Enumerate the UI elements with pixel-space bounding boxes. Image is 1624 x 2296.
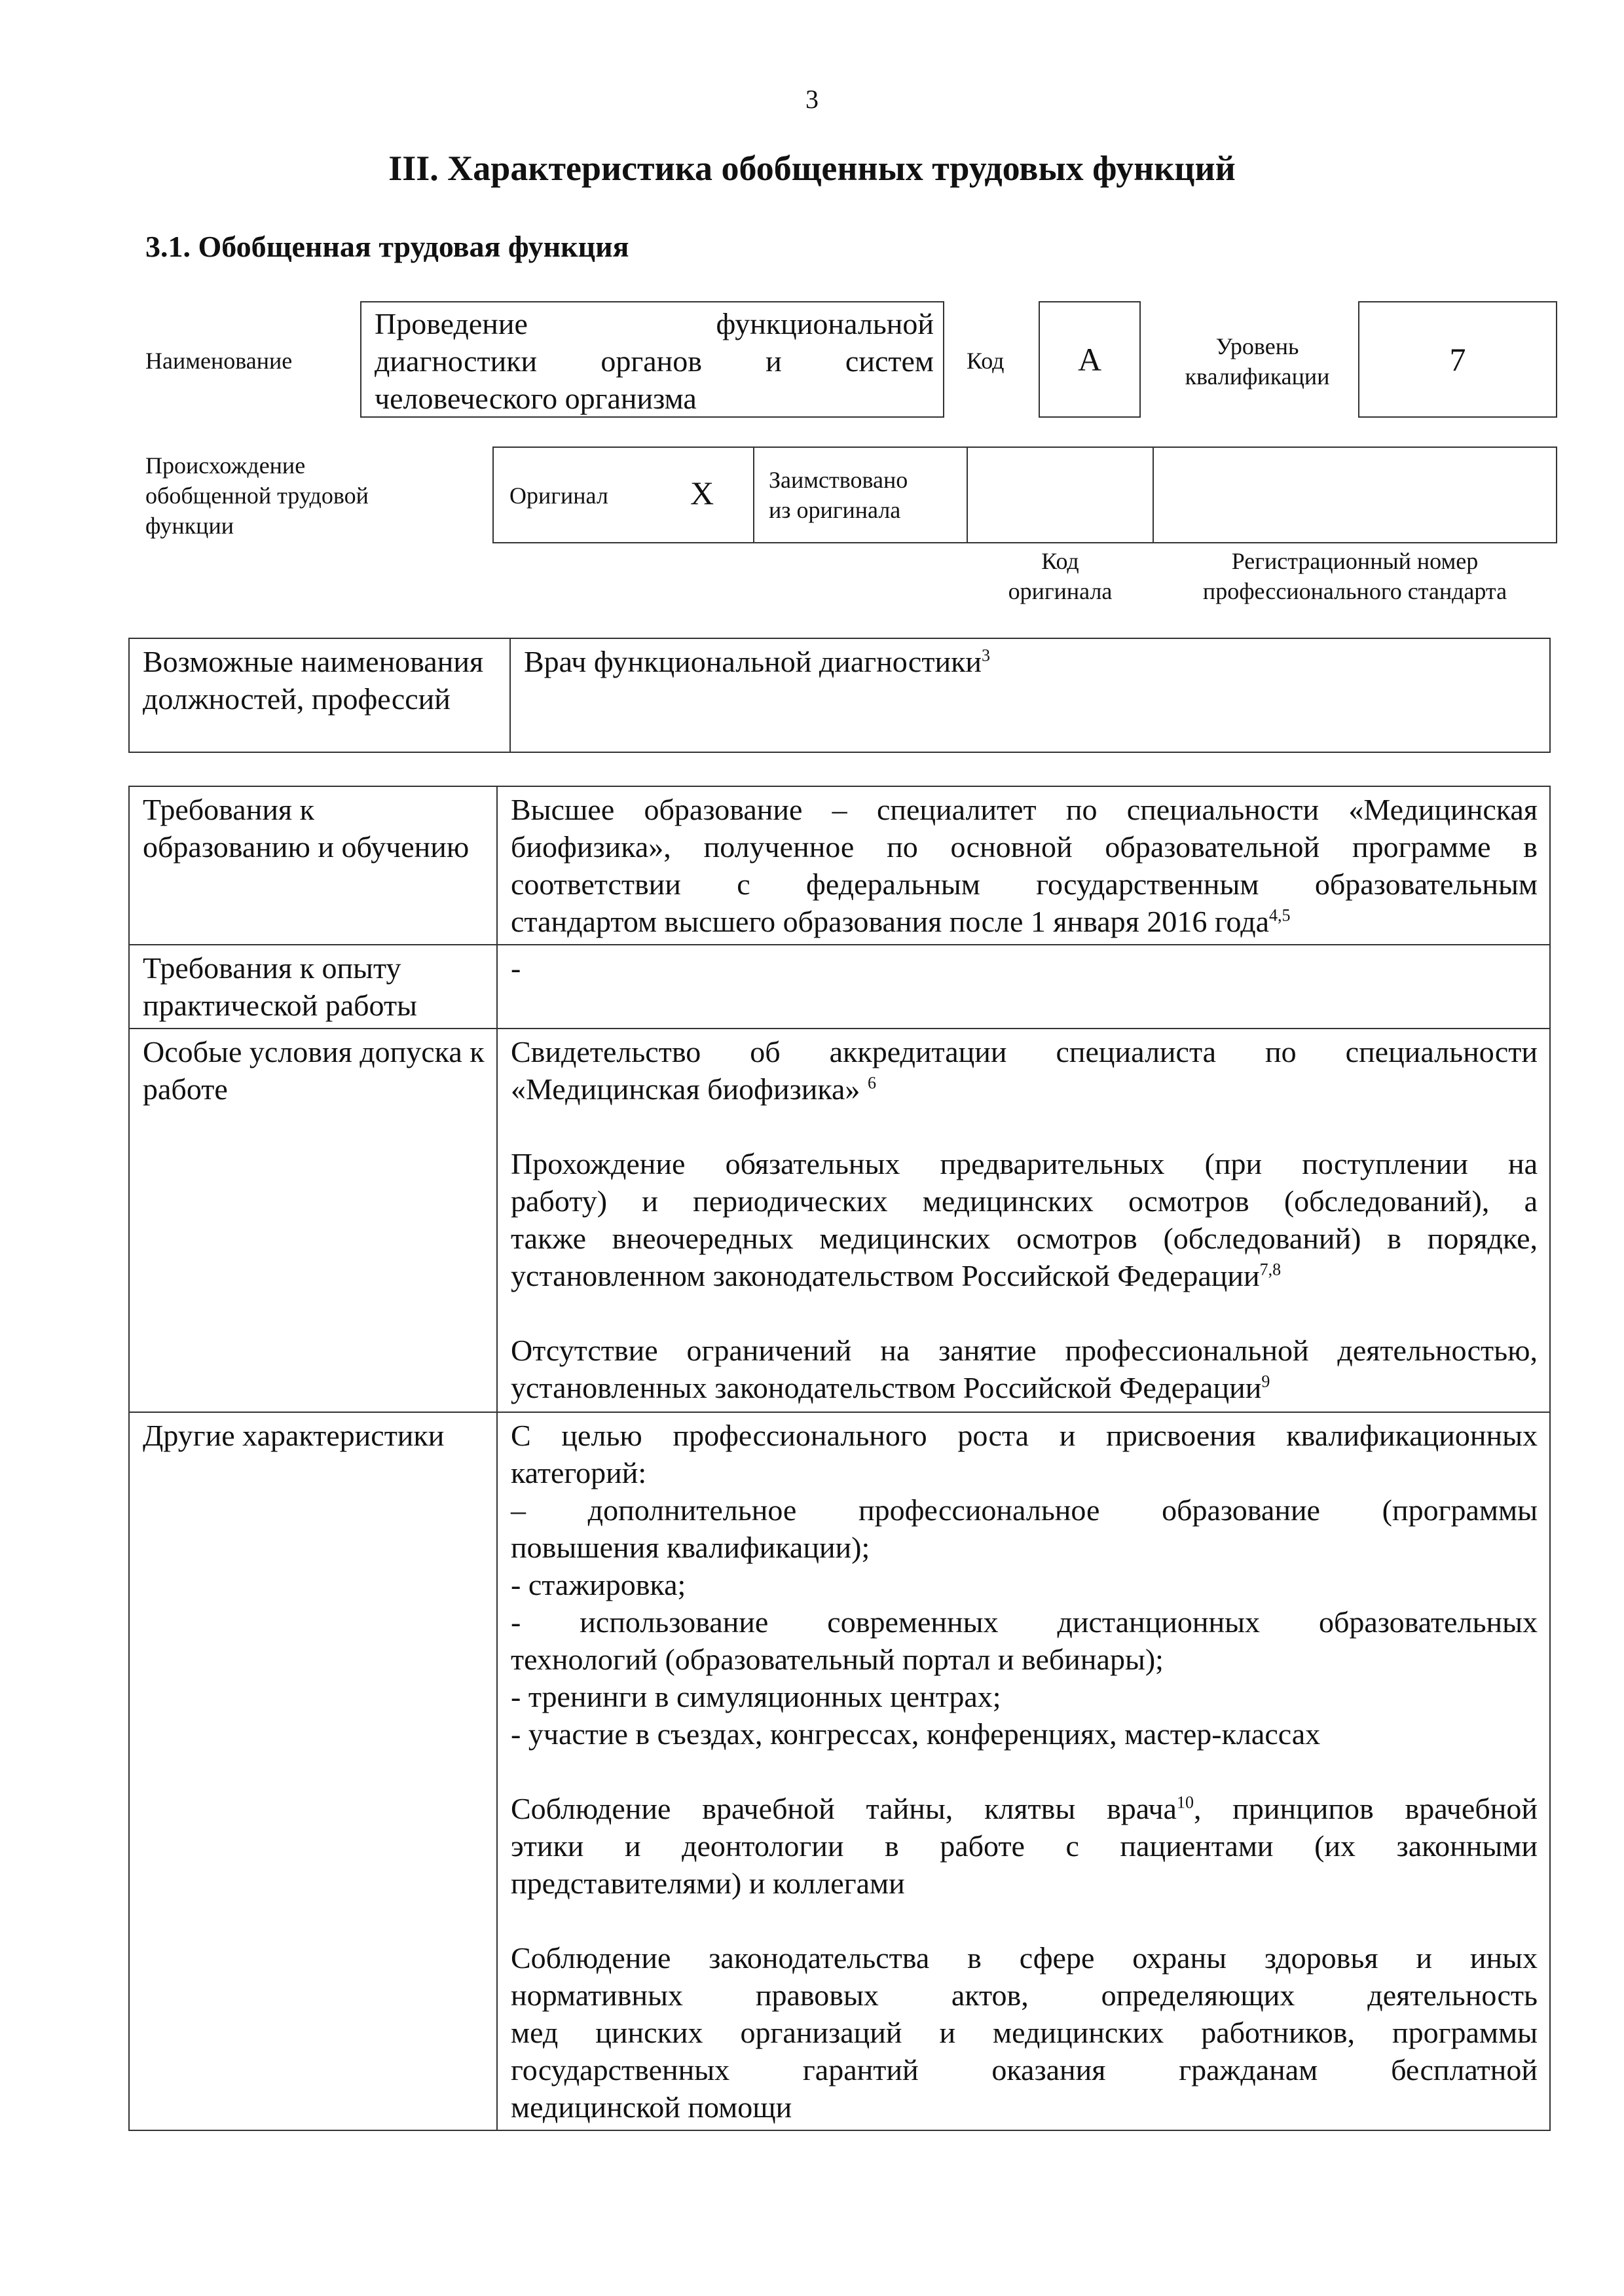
- admission-row: [129, 1029, 1550, 1412]
- name-line-1: Проведение функциональной: [375, 307, 934, 340]
- other-p1-line-6: - использование современных дистанционных образовательных: [511, 1605, 1538, 1639]
- other-p2-line-2: этики и деонтологии в работе с пациентами (их законными: [511, 1829, 1538, 1863]
- code-caption-line-2: оригинала: [1008, 578, 1113, 604]
- origin-label-line-1: Происхождение: [145, 452, 306, 479]
- other-p3-line-1: Соблюдение законодательства в сфере охраны здоровья и иных: [511, 1941, 1538, 1975]
- subsection-title: 3.1. Обобщенная трудовая функция: [145, 230, 629, 263]
- original-cell: [492, 446, 754, 543]
- other-p3-line-2: нормативных правовых актов, определяющих деятельность: [511, 1978, 1538, 2012]
- name-line-3: человеческого организма: [375, 382, 697, 415]
- other-p1-line-8: - тренинги в симуляционных центрах;: [511, 1680, 1001, 1713]
- experience-row: [129, 945, 1550, 1029]
- name-label: Наименование: [145, 348, 293, 374]
- code-box: [1039, 301, 1141, 418]
- other-row: [129, 1412, 1550, 2130]
- other-p2-line-1b: , принципов врачебной: [1193, 1792, 1538, 1825]
- education-value: [497, 786, 1550, 945]
- education-line-2: биофизика», полученное по основной образовательной программе в: [511, 830, 1538, 864]
- education-line-4: стандартом высшего образования после 1 января 2016 года: [511, 905, 1270, 938]
- admission-p2-line-3: также внеочередных медицинских осмотров (обследований) в порядке,: [511, 1222, 1538, 1255]
- code-label: Код: [967, 348, 1005, 374]
- registration-caption: [1153, 546, 1557, 606]
- admission-p3-footnote: 9: [1261, 1372, 1270, 1391]
- education-line-3: соответствии с федеральным государственным образовательным: [511, 867, 1538, 901]
- origin-label-line-3: функции: [145, 513, 234, 539]
- positions-footnote: 3: [982, 646, 991, 665]
- education-label: Требования к образованию и обучению: [129, 786, 497, 945]
- section-title: III. Характеристика обобщенных трудовых функций: [388, 149, 1236, 188]
- other-p2-footnote: 10: [1176, 1793, 1194, 1812]
- code-value: А: [1077, 341, 1102, 378]
- education-footnote: 4,5: [1269, 905, 1291, 925]
- admission-p1-line-2: «Медицинская биофизика»: [511, 1072, 860, 1106]
- other-p2-line-1: [511, 1790, 1538, 1827]
- admission-p2-line-4: установленном законодательством Российской Федерации: [511, 1259, 1260, 1292]
- other-value: [497, 1412, 1550, 2130]
- other-label: Другие характеристики: [129, 1412, 497, 2130]
- experience-value: -: [497, 945, 1550, 1029]
- other-p3-line-5: медицинской помощи: [511, 2090, 792, 2124]
- code-caption-line-1: Код: [1041, 548, 1079, 574]
- registration-caption-line-2: профессионального стандарта: [1202, 578, 1507, 604]
- education-row: [129, 786, 1550, 945]
- original-label: Оригинал: [509, 483, 608, 509]
- borrowed-cell: [753, 446, 968, 543]
- other-p2-line-1a: Соблюдение врачебной тайны, клятвы врача: [511, 1792, 1177, 1825]
- positions-value: [510, 638, 1550, 752]
- origin-label: [145, 450, 369, 541]
- name-line-2: диагностики органов и систем: [375, 344, 934, 378]
- other-p1-line-3: – дополнительное профессиональное образование (программы: [511, 1493, 1538, 1527]
- experience-label: Требования к опыту практической работы: [129, 945, 497, 1029]
- other-p1-line-9: - участие в съездах, конгрессах, конференциях, мастер-классах: [511, 1717, 1321, 1751]
- requirements-table: [128, 786, 1551, 2131]
- other-p1-line-2: категорий:: [511, 1456, 647, 1489]
- origin-label-line-2: обобщенной трудовой: [145, 483, 369, 509]
- name-box: [360, 301, 944, 418]
- registration-number-cell: [1153, 446, 1557, 543]
- borrowed-line-2: из оригинала: [769, 497, 901, 523]
- other-p3-line-3: мед цинских организаций и медицинских работников, программы: [511, 2016, 1538, 2049]
- other-p3-line-4: государственных гарантий оказания гражданам бесплатной: [511, 2053, 1538, 2086]
- original-mark: X: [690, 475, 714, 511]
- registration-caption-line-1: Регистрационный номер: [1231, 548, 1479, 574]
- positions-row: [129, 638, 1550, 752]
- admission-p2-line-2: работу) и периодических медицинских осмотров (обследований), а: [511, 1184, 1538, 1218]
- page-number: 3: [805, 84, 819, 114]
- borrowed-label: [769, 465, 908, 525]
- borrowed-line-1: Заимствовано: [769, 467, 908, 493]
- positions-label: Возможные наименования должностей, профессий: [129, 638, 510, 752]
- admission-p1-footnote: 6: [867, 1073, 876, 1093]
- original-code-cell: [967, 446, 1154, 543]
- education-line-1: Высшее образование – специалитет по специальности «Медицинская: [511, 793, 1538, 826]
- level-box: [1358, 301, 1557, 418]
- other-p2-line-3: представителями) и коллегами: [511, 1867, 905, 1900]
- other-p1-line-1: С целью профессионального роста и присвоения квалификационных: [511, 1419, 1538, 1452]
- admission-p2-line-1: Прохождение обязательных предварительных (при поступлении на: [511, 1147, 1538, 1180]
- level-value: 7: [1449, 341, 1466, 378]
- admission-value: [497, 1029, 1550, 1412]
- admission-p2-footnote: 7,8: [1259, 1260, 1282, 1279]
- positions-table: [128, 638, 1551, 753]
- admission-p1-line-1: Свидетельство об аккредитации специалиста по специальности: [511, 1035, 1538, 1068]
- other-p1-line-7: технологий (образовательный портал и вебинары);: [511, 1643, 1164, 1676]
- admission-p3-line-1: Отсутствие ограничений на занятие профессиональной деятельностью,: [511, 1334, 1538, 1367]
- level-label-line-1: Уровень: [1215, 333, 1299, 359]
- code-caption: [967, 546, 1154, 606]
- admission-p3-line-2: установленных законодательством Российской Федерации: [511, 1371, 1262, 1404]
- admission-label: Особые условия допуска к работе: [129, 1029, 497, 1412]
- level-label: [1159, 331, 1356, 392]
- other-p1-line-5: - стажировка;: [511, 1568, 686, 1601]
- other-p1-line-4: повышения квалификации);: [511, 1531, 870, 1564]
- positions-value-text: Врач функциональной диагностики: [524, 645, 982, 678]
- level-label-line-2: квалификации: [1185, 363, 1330, 390]
